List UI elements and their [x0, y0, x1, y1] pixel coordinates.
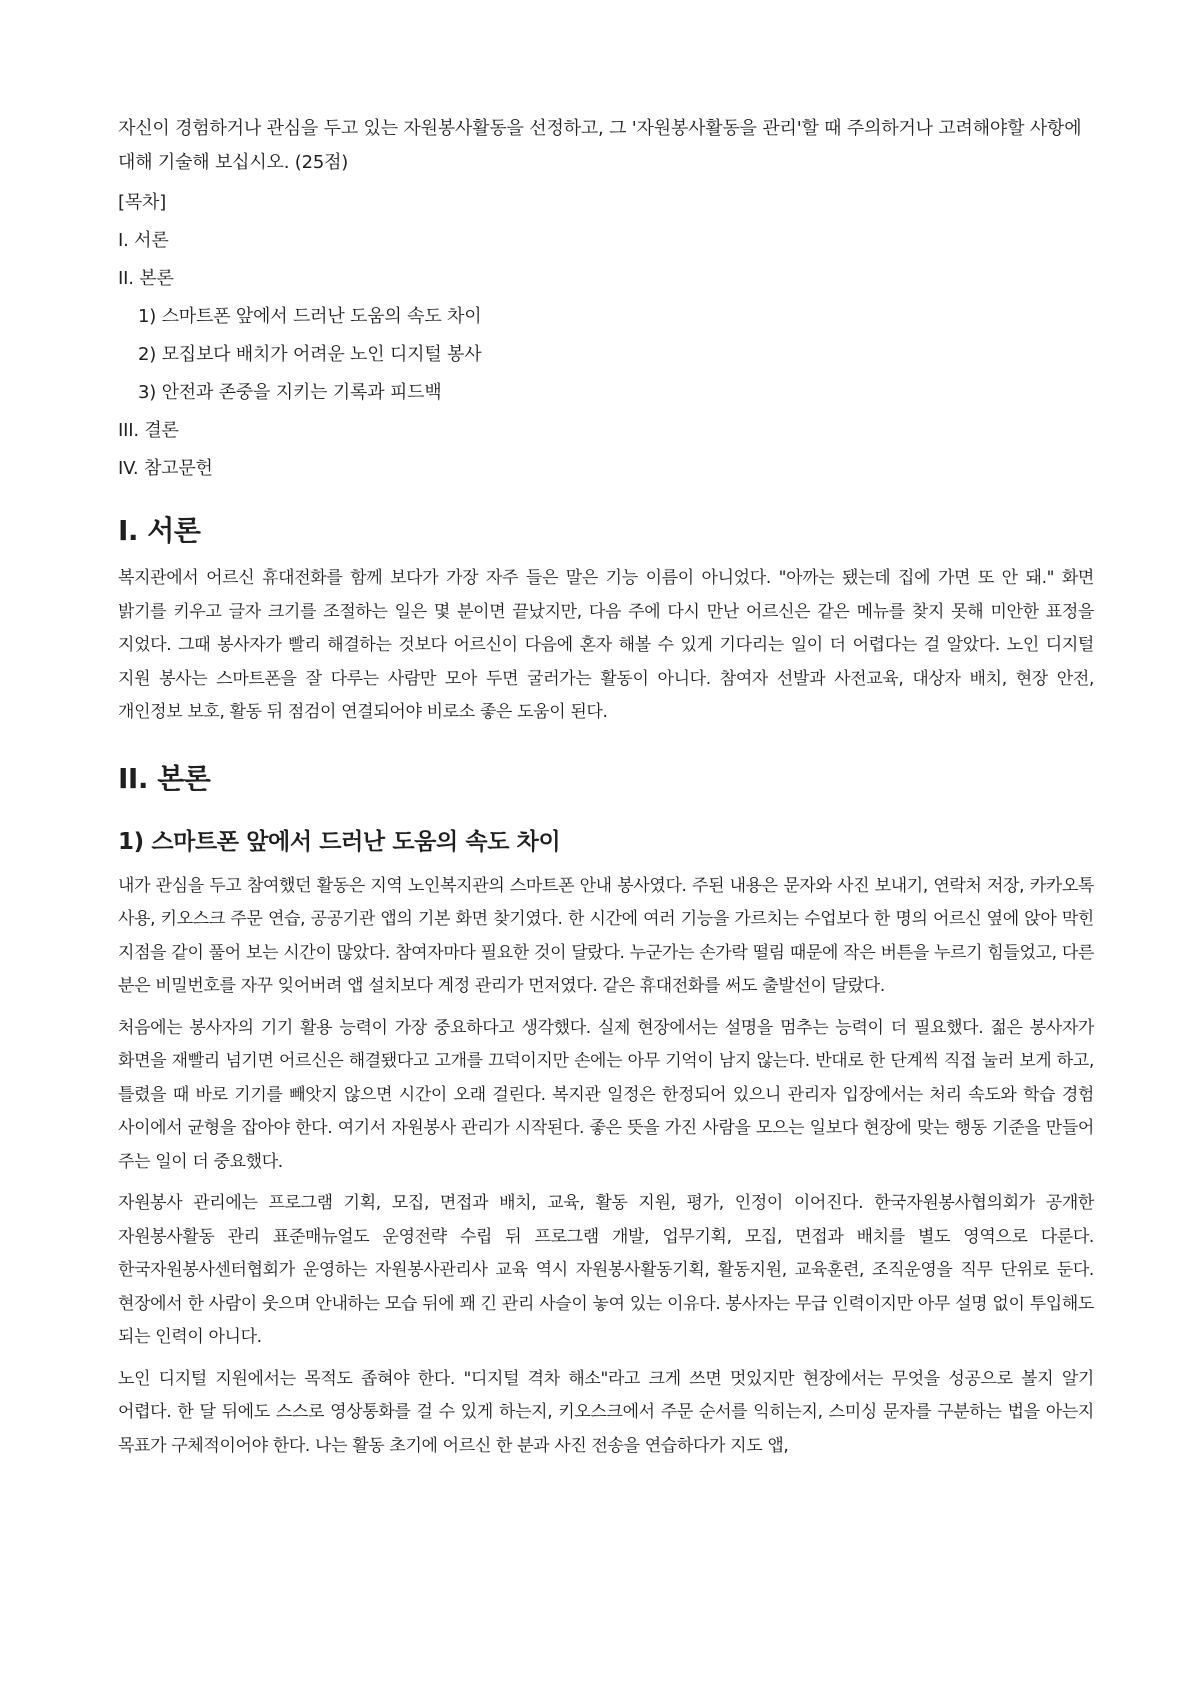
toc-item-intro: I. 서론: [118, 230, 169, 251]
toc-item-body-1: 1) 스마트폰 앞에서 드러난 도움의 속도 차이: [138, 306, 482, 327]
intro-paragraph: 복지관에서 어르신 휴대전화를 함께 보다가 가장 자주 들은 말은 기능 이름이 아니었다. "아까는 됐는데 집에 가면 또 안 돼." 화면 밝기를 키우고 글자 크기를 조절하는 일은 몇 분이면 끝났지만, 다음 주에 다시 만난 어르신은 같은 메뉴를 찾지 못해 미안한 표정을 지었다. 그때 봉사자가 빨리 해결하는 것보다 어르신이 다음에 혼자 해볼 수 있게 기다리는 일이 더 어렵다는 걸 알았다. 노인 디지털 지원 봉사는 스마트폰을 잘 다루는 사람만 모아 두면 굴러가는 활동이 아니다. 참여자 선발과 사전교육, 대상자 배치, 현장 안전, 개인정보 보호, 활동 뒤 점검이 연결되어야 비로소 좋은 도움이 된다.: [118, 568, 1094, 722]
toc-title: [목차]: [118, 192, 167, 213]
intro-heading: I. 서론: [118, 514, 201, 547]
subsection-1-heading: 1) 스마트폰 앞에서 드러난 도움의 속도 차이: [118, 828, 561, 855]
body-paragraph-2: 처음에는 봉사자의 기기 활용 능력이 가장 중요하다고 생각했다. 실제 현장에서는 설명을 멈추는 능력이 더 필요했다. 젊은 봉사자가 화면을 재빨리 넘기면 어르신은 해결됐다고 고개를 끄덕이지만 손에는 아무 기억이 남지 않는다. 반대로 한 단계씩 직접 눌러 보게 하고, 틀렸을 때 바로 기기를 빼앗지 않으면 시간이 오래 걸린다. 복지관 일정은 한정되어 있으니 관리자 입장에서는 처리 속도와 학습 경험 사이에서 균형을 잡아야 한다. 여기서 자원봉사 관리가 시작된다. 좋은 뜻을 가진 사람을 모으는 일보다 현장에 맞는 행동 기준을 만들어 주는 일이 더 중요했다.: [118, 1017, 1094, 1172]
toc-item-references: IV. 참고문헌: [118, 458, 213, 479]
body-paragraph-4: 노인 디지털 지원에서는 목적도 좁혀야 한다. "디지털 격차 해소"라고 크게 쓰면 멋있지만 현장에서는 무엇을 성공으로 볼지 알기 어렵다. 한 달 뒤에도 스스로 영상통화를 걸 수 있게 하는지, 키오스크에서 주문 순서를 익히는지, 스미싱 문자를 구분하는 법을 아는지 목표가 구체적이어야 한다. 나는 활동 초기에 어르신 한 분과 사진 전송을 연습하다가 지도 앱,: [118, 1368, 1094, 1456]
body-heading: II. 본론: [118, 761, 211, 795]
toc-item-conclusion: III. 결론: [118, 420, 179, 441]
toc-item-body-2: 2) 모집보다 배치가 어려운 노인 디지털 봉사: [138, 344, 482, 365]
toc-item-body: II. 본론: [118, 268, 174, 289]
body-paragraph-3: 자원봉사 관리에는 프로그램 기획, 모집, 면접과 배치, 교육, 활동 지원, 평가, 인정이 이어진다. 한국자원봉사협의회가 공개한 자원봉사활동 관리 표준매뉴얼도 운영전략 수립 뒤 프로그램 개발, 업무기획, 모집, 면접과 배치를 별도 영역으로 다룬다. 한국자원봉사센터협회가 운영하는 자원봉사관리사 교육 역시 자원봉사활동기획, 활동지원, 교육훈련, 조직운영을 직무 단위로 둔다. 현장에서 한 사람이 웃으며 안내하는 모습 뒤에 꽤 긴 관리 사슬이 놓여 있는 이유다. 봉사자는 무급 인력이지만 아무 설명 없이 투입해도 되는 인력이 아니다.: [118, 1193, 1094, 1347]
body-paragraph-1: 내가 관심을 두고 참여했던 활동은 지역 노인복지관의 스마트폰 안내 봉사였다. 주된 내용은 문자와 사진 보내기, 연락처 저장, 카카오톡 사용, 키오스크 주문 연습, 공공기관 앱의 기본 화면 찾기였다. 한 시간에 여러 기능을 가르치는 수업보다 한 명의 어르신 옆에 앉아 막힌 지점을 같이 풀어 보는 시간이 많았다. 참여자마다 필요한 것이 달랐다. 누군가는 손가락 떨림 때문에 작은 버튼을 누르기 힘들었고, 다른 분은 비밀번호를 자꾸 잊어버려 앱 설치보다 계정 관리가 먼저였다. 같은 휴대전화를 써도 출발선이 달랐다.: [118, 875, 1094, 996]
table-of-contents: [118, 190, 1094, 482]
toc-item-body-3: 3) 안전과 존중을 지키는 기록과 피드백: [138, 382, 442, 403]
assignment-question: 자신이 경험하거나 관심을 두고 있는 자원봉사활동을 선정하고, 그 '자원봉사활동을 관리'할 때 주의하거나 고려해야할 사항에 대해 기술해 보십시오. (25점): [118, 118, 1082, 173]
